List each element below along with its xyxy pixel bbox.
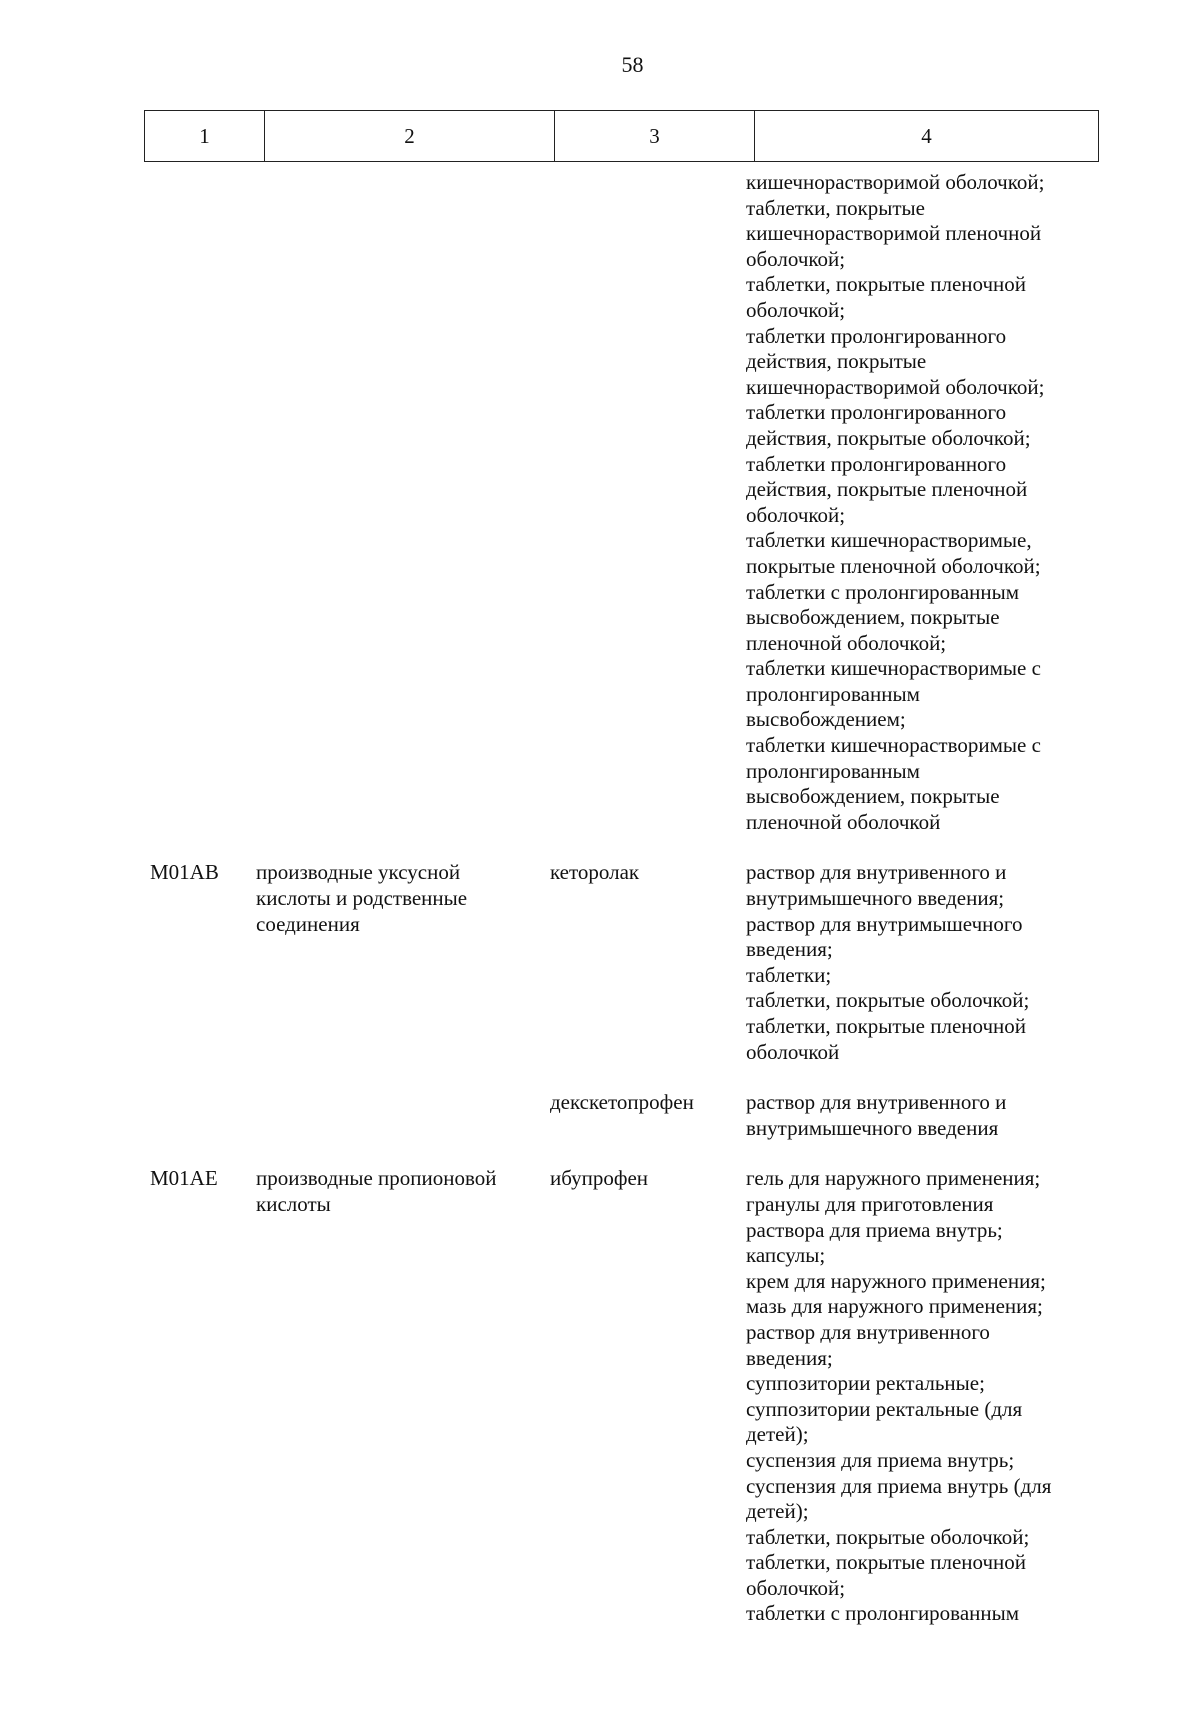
dosage-form-line: оболочкой; bbox=[746, 1575, 846, 1600]
atc-code-cell bbox=[144, 170, 248, 835]
dosage-form-line: таблетки пролонгированного bbox=[746, 323, 1007, 348]
dosage-form-line: капсулы; bbox=[746, 1243, 826, 1268]
dosage-form-line: крем для наружного применения; bbox=[746, 1268, 1046, 1293]
dosage-form-line: действия, покрытые bbox=[746, 349, 927, 374]
dosage-form-line: таблетки кишечнорастворимые, bbox=[746, 528, 1032, 553]
dosage-form-line: детей); bbox=[746, 1499, 809, 1524]
dosage-form-line: суппозитории ректальные (для bbox=[746, 1396, 1023, 1421]
dosage-form-line: таблетки, покрытые оболочкой; bbox=[746, 1524, 1030, 1549]
dosage-form-line: детей); bbox=[746, 1422, 809, 1447]
header-col-1: 1 bbox=[145, 111, 265, 162]
group-name-cell bbox=[248, 860, 536, 1065]
group-name-cell bbox=[248, 1090, 536, 1141]
group-name-line: кислоты bbox=[256, 1191, 331, 1216]
dosage-form-line: пролонгированным bbox=[746, 758, 920, 783]
dosage-form-line: действия, покрытые оболочкой; bbox=[746, 425, 1031, 450]
dosage-form-line: действия, покрытые пленочной bbox=[746, 477, 1028, 502]
dosage-form-line: таблетки, покрытые bbox=[746, 195, 925, 220]
dosage-forms-cell bbox=[736, 1090, 1098, 1141]
dosage-form-line: гранулы для приготовления bbox=[746, 1191, 994, 1216]
page-number: 58 bbox=[621, 52, 644, 77]
dosage-form-line: оболочкой; bbox=[746, 246, 846, 271]
dosage-form-line: таблетки пролонгированного bbox=[746, 400, 1007, 425]
dosage-form-line: внутримышечного введения bbox=[746, 1115, 999, 1140]
dosage-forms-cell bbox=[736, 860, 1098, 1065]
dosage-form-line: пленочной оболочкой bbox=[746, 809, 941, 834]
dosage-form-line: таблетки кишечнорастворимые с bbox=[746, 656, 1041, 681]
drug-name: кеторолак bbox=[550, 860, 640, 885]
drug-name-cell bbox=[536, 1090, 736, 1141]
header-col-3: 3 bbox=[555, 111, 755, 162]
dosage-form-line: покрытые пленочной оболочкой; bbox=[746, 553, 1041, 578]
dosage-form-line: кишечнорастворимой оболочкой; bbox=[746, 170, 1045, 194]
dosage-form-line: суспензия для приема внутрь (для bbox=[746, 1473, 1052, 1498]
dosage-form-line: кишечнорастворимой пленочной bbox=[746, 221, 1042, 246]
table-body bbox=[144, 170, 1098, 1627]
atc-code-cell bbox=[144, 1166, 248, 1627]
dosage-form-line: раствор для внутримышечного bbox=[746, 911, 1023, 936]
dosage-form-line: таблетки с пролонгированным bbox=[746, 579, 1020, 604]
dosage-form-line: гель для наружного применения; bbox=[746, 1166, 1041, 1191]
table-row bbox=[144, 1090, 1098, 1141]
group-name-cell bbox=[248, 170, 536, 835]
group-name-line: кислоты и родственные bbox=[256, 886, 468, 911]
drug-name: декскетопрофен bbox=[550, 1090, 694, 1115]
header-col-4: 4 bbox=[755, 111, 1099, 162]
dosage-form-line: суппозитории ректальные; bbox=[746, 1371, 985, 1396]
dosage-form-line: таблетки с пролонгированным bbox=[746, 1601, 1020, 1626]
atc-code-cell bbox=[144, 1090, 248, 1141]
dosage-form-line: суспензия для приема внутрь; bbox=[746, 1447, 1015, 1472]
table-row bbox=[144, 860, 1098, 1065]
drug-name-cell bbox=[536, 1166, 736, 1627]
dosage-form-line: таблетки, покрытые пленочной bbox=[746, 272, 1027, 297]
dosage-form-line: пролонгированным bbox=[746, 681, 920, 706]
table-header bbox=[144, 110, 1099, 162]
drug-name: ибупрофен bbox=[550, 1166, 649, 1191]
dosage-forms-cell bbox=[736, 170, 1098, 835]
dosage-form-line: пленочной оболочкой; bbox=[746, 630, 947, 655]
atc-code-cell bbox=[144, 860, 248, 1065]
dosage-form-line: введения; bbox=[746, 1345, 833, 1370]
atc-code: M01AE bbox=[150, 1166, 218, 1191]
dosage-form-line: внутримышечного введения; bbox=[746, 886, 1005, 911]
group-name-line: производные уксусной bbox=[256, 860, 461, 885]
dosage-forms-cell bbox=[736, 1166, 1098, 1627]
dosage-form-line: мазь для наружного применения; bbox=[746, 1294, 1043, 1319]
dosage-form-line: таблетки пролонгированного bbox=[746, 451, 1007, 476]
dosage-form-line: оболочкой; bbox=[746, 297, 846, 322]
dosage-form-line: таблетки, покрытые оболочкой; bbox=[746, 988, 1030, 1013]
dosage-form-line: раствор для внутривенного bbox=[746, 1319, 990, 1344]
table-row bbox=[144, 170, 1098, 835]
drug-name-cell bbox=[536, 170, 736, 835]
dosage-form-line: таблетки, покрытые пленочной bbox=[746, 1014, 1027, 1038]
atc-code: M01AB bbox=[150, 860, 219, 885]
group-name-cell bbox=[248, 1166, 536, 1627]
dosage-form-line: введения; bbox=[746, 937, 833, 962]
dosage-form-line: оболочкой bbox=[746, 1039, 840, 1064]
dosage-form-line: таблетки кишечнорастворимые с bbox=[746, 733, 1041, 758]
dosage-form-line: раствора для приема внутрь; bbox=[746, 1217, 1003, 1242]
group-name-line: производные пропионовой bbox=[256, 1166, 497, 1191]
group-name-line: соединения bbox=[256, 911, 360, 936]
dosage-form-line: высвобождением, покрытые bbox=[746, 784, 1000, 809]
dosage-form-line: высвобождением, покрытые bbox=[746, 605, 1000, 630]
drug-name-cell bbox=[536, 860, 736, 1065]
table-row bbox=[144, 1166, 1098, 1627]
dosage-form-line: раствор для внутривенного и bbox=[746, 1090, 1007, 1115]
header-col-2: 2 bbox=[265, 111, 555, 162]
dosage-form-line: таблетки, покрытые пленочной bbox=[746, 1550, 1027, 1575]
dosage-form-line: раствор для внутривенного и bbox=[746, 860, 1007, 885]
dosage-form-line: оболочкой; bbox=[746, 502, 846, 527]
dosage-form-line: высвобождением; bbox=[746, 707, 906, 732]
dosage-form-line: таблетки; bbox=[746, 962, 832, 987]
dosage-form-line: кишечнорастворимой оболочкой; bbox=[746, 374, 1045, 399]
